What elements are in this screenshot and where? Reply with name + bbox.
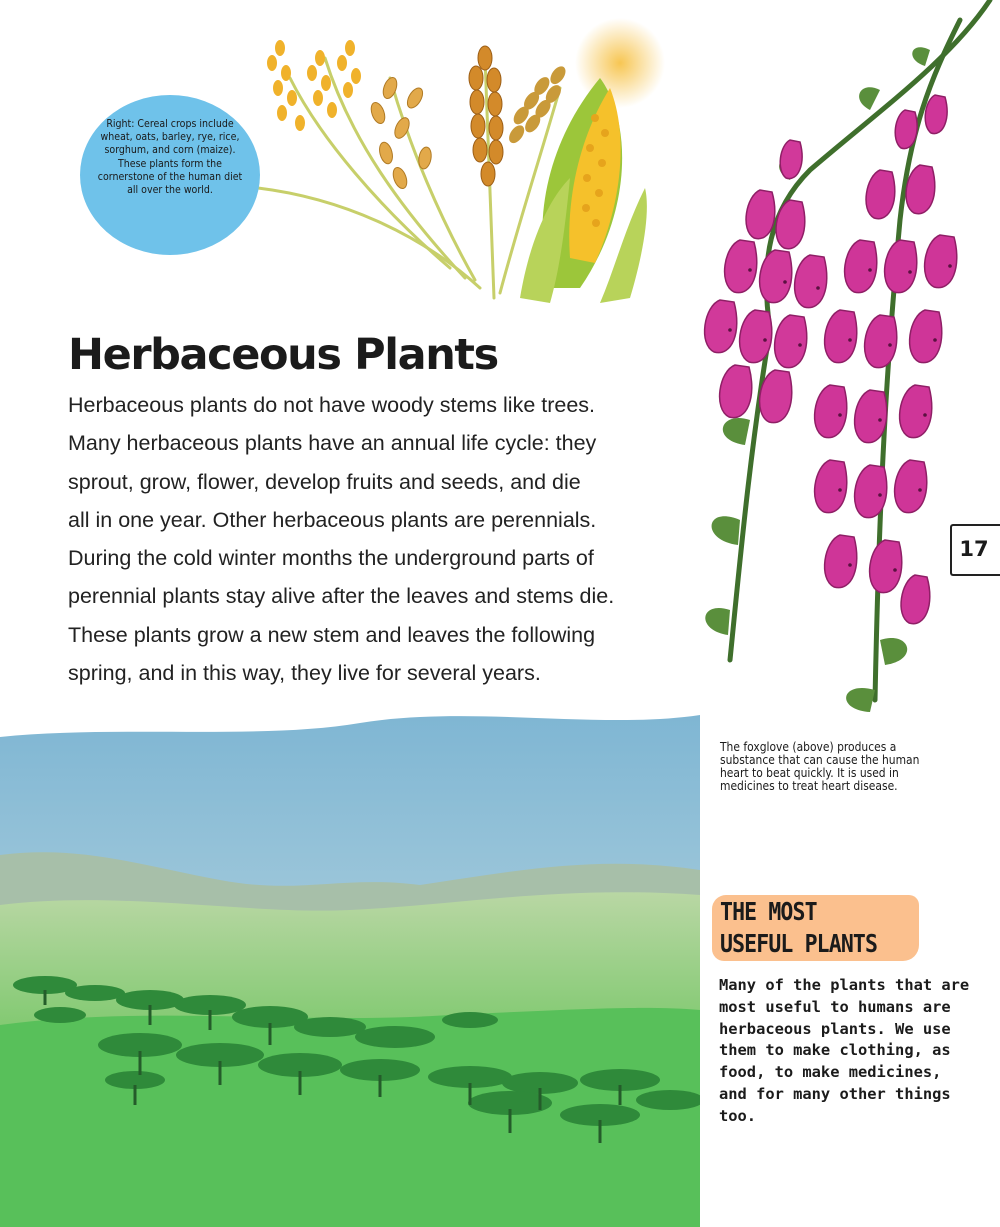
box-text-line: too. [719,1106,757,1125]
cereal-caption: Right: Cereal crops include wheat, oats, barley, rye, rice, sorghum, and corn (maize). These plants form the cornerstone of the human diet all over the world. [97,117,243,197]
box-text-line: Many of the plants that are [719,976,970,994]
box-text-line: most useful to humans are [719,997,951,1016]
body-line: sprout, grow, flower, develop fruits and seeds, and die [68,469,581,494]
body-line: Herbaceous plants do not have woody stems like trees. [68,393,596,417]
box-text-line: and for many other things [719,1084,951,1103]
box-title-line: THE MOST [720,897,817,926]
body-line: Many herbaceous plants have an annual life cycle: they [68,431,597,456]
grassland-landscape-illustration [0,705,700,1227]
page-title: Herbaceous Plants [68,330,498,380]
box-text-line: food, to make medicines, [719,1063,942,1082]
body-line: all in one year. Other herbaceous plants are perennials. [68,507,597,532]
page-number: 17 [959,537,989,561]
body-line: These plants grow a new stem and leaves the following [68,622,596,647]
body-paragraph [68,386,668,692]
cereal-crops-illustration [250,18,670,308]
box-text-line: herbaceous plants. We use [719,1019,951,1038]
box-text [719,975,979,1128]
body-line: During the cold winter months the underground parts of [68,546,594,571]
foxglove-caption: The foxglove (above) produces a substance that can cause the human heart to beat quickly. It is used in medicines to treat heart disease. [720,740,920,793]
foxglove-illustration [690,0,1000,720]
body-line: perennial plants stay alive after the leaves and stems die. [68,584,615,609]
box-text-line: them to make clothing, as [719,1041,951,1060]
box-title-line: USEFUL PLANTS [720,929,878,958]
body-line: spring, and in this way, they live for several years. [68,661,541,686]
box-title [720,896,909,960]
